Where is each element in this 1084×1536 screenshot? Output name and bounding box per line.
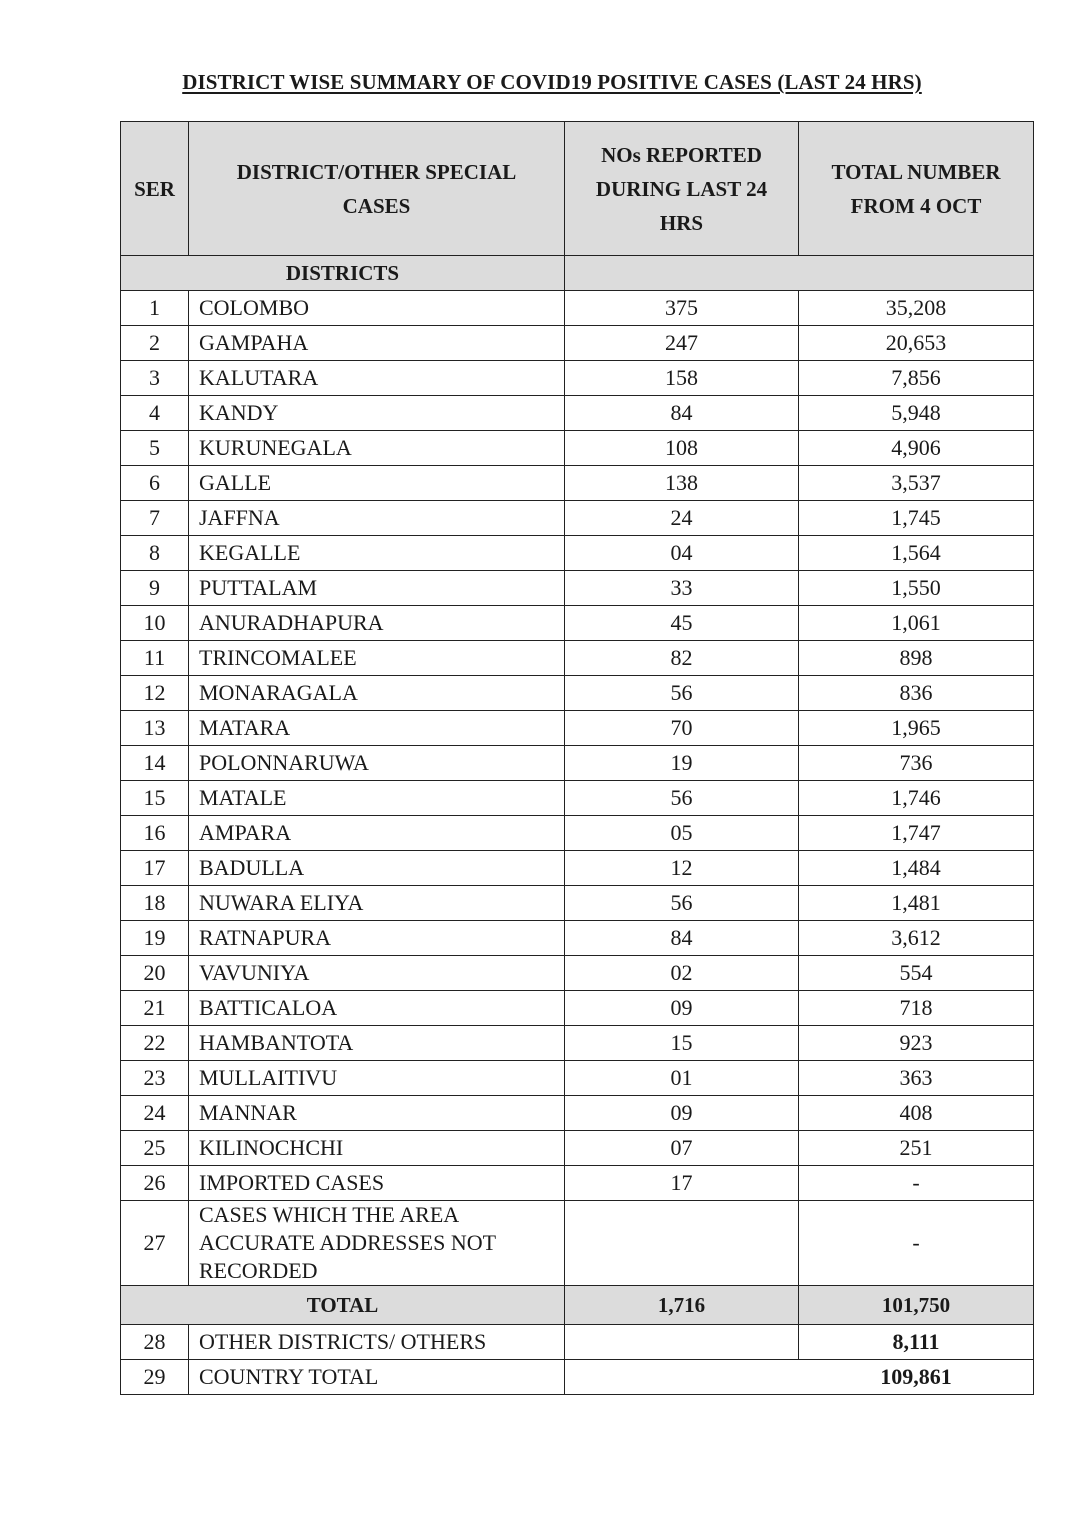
- row-ser: 19: [121, 921, 189, 956]
- row-reported: 09: [565, 991, 799, 1026]
- row-total: 4,906: [799, 431, 1034, 466]
- row-total: 20,653: [799, 326, 1034, 361]
- row-ser: 14: [121, 746, 189, 781]
- row-total: 554: [799, 956, 1034, 991]
- header-district: DISTRICT/OTHER SPECIAL CASES: [189, 122, 565, 256]
- table-row: [121, 676, 1034, 711]
- header-total: TOTAL NUMBER FROM 4 OCT: [799, 122, 1034, 256]
- row-district: OTHER DISTRICTS/ OTHERS: [189, 1325, 565, 1360]
- table-row: [121, 816, 1034, 851]
- row-district: MATALE: [189, 781, 565, 816]
- table-row: [121, 1201, 1034, 1286]
- row-district: MATARA: [189, 711, 565, 746]
- row-district: COUNTRY TOTAL: [189, 1360, 565, 1395]
- row-reported: 05: [565, 816, 799, 851]
- row-ser: 5: [121, 431, 189, 466]
- row-total: 1,061: [799, 606, 1034, 641]
- row-district: MANNAR: [189, 1096, 565, 1131]
- table-row: [121, 781, 1034, 816]
- row-total: 1,746: [799, 781, 1034, 816]
- table-row: [121, 536, 1034, 571]
- table-row: [121, 1096, 1034, 1131]
- row-reported: 01: [565, 1061, 799, 1096]
- row-ser: 8: [121, 536, 189, 571]
- row-district: KALUTARA: [189, 361, 565, 396]
- table-row: [121, 851, 1034, 886]
- row-ser: 26: [121, 1166, 189, 1201]
- row-reported: [565, 1325, 799, 1360]
- row-reported: 138: [565, 466, 799, 501]
- row-reported: 19: [565, 746, 799, 781]
- row-ser: 1: [121, 291, 189, 326]
- row-ser: 23: [121, 1061, 189, 1096]
- row-reported: 56: [565, 886, 799, 921]
- row-total: -: [799, 1166, 1034, 1201]
- row-total: 1,564: [799, 536, 1034, 571]
- row-reported: 07: [565, 1131, 799, 1166]
- total-row: [121, 1286, 1034, 1325]
- row-district: BADULLA: [189, 851, 565, 886]
- row-ser: 7: [121, 501, 189, 536]
- header-row: [121, 122, 1034, 256]
- row-ser: 12: [121, 676, 189, 711]
- row-district: BATTICALOA: [189, 991, 565, 1026]
- row-ser: 16: [121, 816, 189, 851]
- row-district: HAMBANTOTA: [189, 1026, 565, 1061]
- row-district: KILINOCHCHI: [189, 1131, 565, 1166]
- row-total: 736: [799, 746, 1034, 781]
- row-district: NUWARA ELIYA: [189, 886, 565, 921]
- row-total: 923: [799, 1026, 1034, 1061]
- row-ser: 4: [121, 396, 189, 431]
- table-row: [121, 711, 1034, 746]
- table-row: [121, 886, 1034, 921]
- table-row: [121, 501, 1034, 536]
- row-district: POLONNARUWA: [189, 746, 565, 781]
- row-ser: 13: [121, 711, 189, 746]
- row-total: 408: [799, 1096, 1034, 1131]
- row-district: GAMPAHA: [189, 326, 565, 361]
- section-empty: [565, 256, 1034, 291]
- row-total: 1,745: [799, 501, 1034, 536]
- table-row: [121, 606, 1034, 641]
- row-district: VAVUNIYA: [189, 956, 565, 991]
- row-district: PUTTALAM: [189, 571, 565, 606]
- table-row: [121, 361, 1034, 396]
- row-ser: 21: [121, 991, 189, 1026]
- header-reported: NOs REPORTED DURING LAST 24 HRS: [565, 122, 799, 256]
- row-district: GALLE: [189, 466, 565, 501]
- table-row: [121, 1166, 1034, 1201]
- row-reported: 17: [565, 1166, 799, 1201]
- row-district: IMPORTED CASES: [189, 1166, 565, 1201]
- row-ser: 25: [121, 1131, 189, 1166]
- table-row: [121, 1131, 1034, 1166]
- row-district: KEGALLE: [189, 536, 565, 571]
- total-total: 101,750: [799, 1286, 1034, 1325]
- row-district: CASES WHICH THE AREA ACCURATE ADDRESSES NOT RECORDED: [189, 1201, 565, 1286]
- row-reported: 375: [565, 291, 799, 326]
- row-district: KURUNEGALA: [189, 431, 565, 466]
- row-reported: 158: [565, 361, 799, 396]
- total-label: TOTAL: [121, 1286, 565, 1325]
- row-reported: 82: [565, 641, 799, 676]
- row-total: 3,537: [799, 466, 1034, 501]
- row-total: 718: [799, 991, 1034, 1026]
- row-district: RATNAPURA: [189, 921, 565, 956]
- row-total: 1,965: [799, 711, 1034, 746]
- row-reported: 108: [565, 431, 799, 466]
- row-total: 35,208: [799, 291, 1034, 326]
- table-row: [121, 571, 1034, 606]
- row-total: 7,856: [799, 361, 1034, 396]
- page-title: DISTRICT WISE SUMMARY OF COVID19 POSITIVE CASES (LAST 24 HRS): [182, 70, 922, 94]
- table-row: [121, 921, 1034, 956]
- row-reported: 12: [565, 851, 799, 886]
- row-total: 251: [799, 1131, 1034, 1166]
- table-row: [121, 326, 1034, 361]
- row-ser: 10: [121, 606, 189, 641]
- row-district: COLOMBO: [189, 291, 565, 326]
- row-reported: 15: [565, 1026, 799, 1061]
- table-row: [121, 466, 1034, 501]
- table-row: [121, 291, 1034, 326]
- row-district: AMPARA: [189, 816, 565, 851]
- row-reported: 56: [565, 676, 799, 711]
- row-total: 363: [799, 1061, 1034, 1096]
- table-row: [121, 641, 1034, 676]
- row-district: MONARAGALA: [189, 676, 565, 711]
- row-ser: 29: [121, 1360, 189, 1395]
- row-ser: 17: [121, 851, 189, 886]
- row-reported: 09: [565, 1096, 799, 1131]
- row-ser: 22: [121, 1026, 189, 1061]
- row-total: 1,484: [799, 851, 1034, 886]
- row-reported: 02: [565, 956, 799, 991]
- row-total: 1,747: [799, 816, 1034, 851]
- row-ser: 11: [121, 641, 189, 676]
- table-row: [121, 396, 1034, 431]
- row-ser: 9: [121, 571, 189, 606]
- row-reported: [565, 1201, 799, 1286]
- section-label: DISTRICTS: [121, 256, 565, 291]
- header-ser: SER: [121, 122, 189, 256]
- row-total: 1,481: [799, 886, 1034, 921]
- row-ser: 15: [121, 781, 189, 816]
- table-row: [121, 956, 1034, 991]
- row-ser: 20: [121, 956, 189, 991]
- row-reported: 33: [565, 571, 799, 606]
- section-row: [121, 256, 1034, 291]
- row-reported: 70: [565, 711, 799, 746]
- row-ser: 18: [121, 886, 189, 921]
- row-total: -: [799, 1201, 1034, 1286]
- table-body: [121, 256, 1034, 1395]
- summary-table: [120, 121, 1034, 1395]
- row-total: 3,612: [799, 921, 1034, 956]
- row-ser: 24: [121, 1096, 189, 1131]
- row-reported: 04: [565, 536, 799, 571]
- row-total: 898: [799, 641, 1034, 676]
- row-district: KANDY: [189, 396, 565, 431]
- row-district: JAFFNA: [189, 501, 565, 536]
- row-district: ANURADHAPURA: [189, 606, 565, 641]
- row-ser: 2: [121, 326, 189, 361]
- row-district: TRINCOMALEE: [189, 641, 565, 676]
- table-row: [121, 1360, 1034, 1395]
- row-total: 8,111: [799, 1325, 1034, 1360]
- row-reported: 84: [565, 396, 799, 431]
- row-reported: 84: [565, 921, 799, 956]
- table-row: [121, 746, 1034, 781]
- table-row: [121, 1026, 1034, 1061]
- table-row: [121, 431, 1034, 466]
- row-reported: 247: [565, 326, 799, 361]
- row-reported: 56: [565, 781, 799, 816]
- row-district: MULLAITIVU: [189, 1061, 565, 1096]
- row-ser: 6: [121, 466, 189, 501]
- table-row: [121, 1325, 1034, 1360]
- row-total: 836: [799, 676, 1034, 711]
- row-total: 5,948: [799, 396, 1034, 431]
- row-ser: 27: [121, 1201, 189, 1286]
- row-reported: 45: [565, 606, 799, 641]
- row-ser: 28: [121, 1325, 189, 1360]
- country-total-value: 109,861: [565, 1360, 1034, 1395]
- table-row: [121, 1061, 1034, 1096]
- row-reported: 24: [565, 501, 799, 536]
- row-ser: 3: [121, 361, 189, 396]
- table-row: [121, 991, 1034, 1026]
- total-reported: 1,716: [565, 1286, 799, 1325]
- row-total: 1,550: [799, 571, 1034, 606]
